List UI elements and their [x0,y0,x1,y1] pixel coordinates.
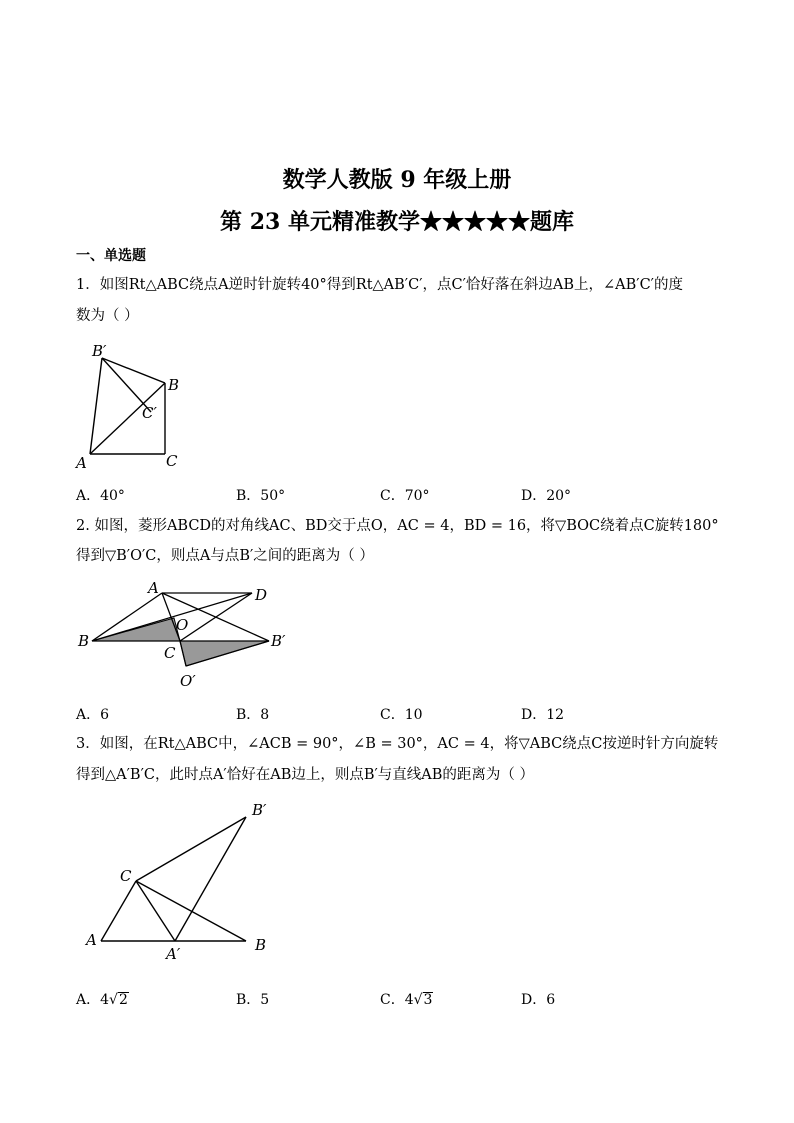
q2-label-D: D [255,586,268,604]
q3-option-a-prefix: A．4 [76,992,110,1008]
q3-figure [70,795,290,965]
q2-option-d[interactable]: D．12 [521,707,565,723]
title-line-1: 数学人教版 9 年级上册 [282,167,512,193]
q3-label-C: C [120,867,132,885]
q2-stem-line2: 得到▽B′O′C，则点A与点B′之间的距离为（ ） [76,548,374,564]
q3-stem-line1: 3．如图，在Rt△ABC中，∠ACB = 90°，∠B = 30°，AC = 4，将▽ABC绕点C按逆时针方向旋转 [76,736,719,752]
q3-label-B: B [255,936,267,954]
q1-option-b[interactable]: B．50° [236,488,286,504]
q3-option-b[interactable]: B．5 [236,992,270,1008]
q3-option-d[interactable]: D．6 [521,992,556,1008]
q3-label-A: A [86,931,97,949]
q3-option-c-radicand: 3 [423,992,433,1008]
q2-label-Bp: B′ [271,632,286,650]
q2-label-C: C [164,644,176,662]
q2-figure [70,578,300,693]
q1-label-Cp: C′ [142,404,157,422]
q2-stem-line1: 2. 如图，菱形ABCD的对角线AC、BD交于点O，AC = 4，BD = 16，将▽BOC绕着点C旋转180° [76,518,719,534]
q1-option-c[interactable]: C．70° [380,488,430,504]
q1-label-C: C [166,452,178,470]
q1-label-A: A [76,454,87,472]
sqrt-sign-icon: √ [109,992,118,1008]
q2-option-a[interactable]: A．6 [76,707,110,723]
sqrt-sign-icon: √ [413,992,423,1008]
q2-label-Op: O′ [180,672,196,690]
q1-option-a[interactable]: A．40° [76,488,125,504]
q3-option-c[interactable] [380,989,433,1009]
q1-stem-line1: 1．如图Rt△ABC绕点A逆时针旋转40°得到Rt△AB′C′，点C′恰好落在斜边AB上，∠AB′C′的度 [76,277,683,293]
q2-option-c[interactable]: C．10 [380,707,423,723]
q3-option-c-prefix: C．4 [380,992,414,1008]
q1-stem-line2: 数为（ ） [76,308,139,324]
q3-option-a[interactable] [76,989,129,1009]
q3-option-a-radicand: 2 [118,992,128,1008]
q1-figure [70,338,210,473]
section-heading: 一、单选题 [76,248,146,264]
q1-label-Bp: B′ [92,342,107,360]
title-line-2: 第 23 单元精准教学★★★★★题库 [220,209,574,235]
q3-label-Ap: A′ [166,945,181,963]
q2-label-O: O [176,616,189,634]
q2-label-B: B [78,632,90,650]
q2-label-A: A [148,579,159,597]
q3-label-Bp: B′ [252,801,267,819]
q1-label-B: B [168,376,180,394]
q3-stem-line2: 得到△A′B′C，此时点A′恰好在AB边上，则点B′与直线AB的距离为（ ） [76,767,535,783]
q2-option-b[interactable]: B．8 [236,707,270,723]
q1-option-d[interactable]: D．20° [521,488,572,504]
